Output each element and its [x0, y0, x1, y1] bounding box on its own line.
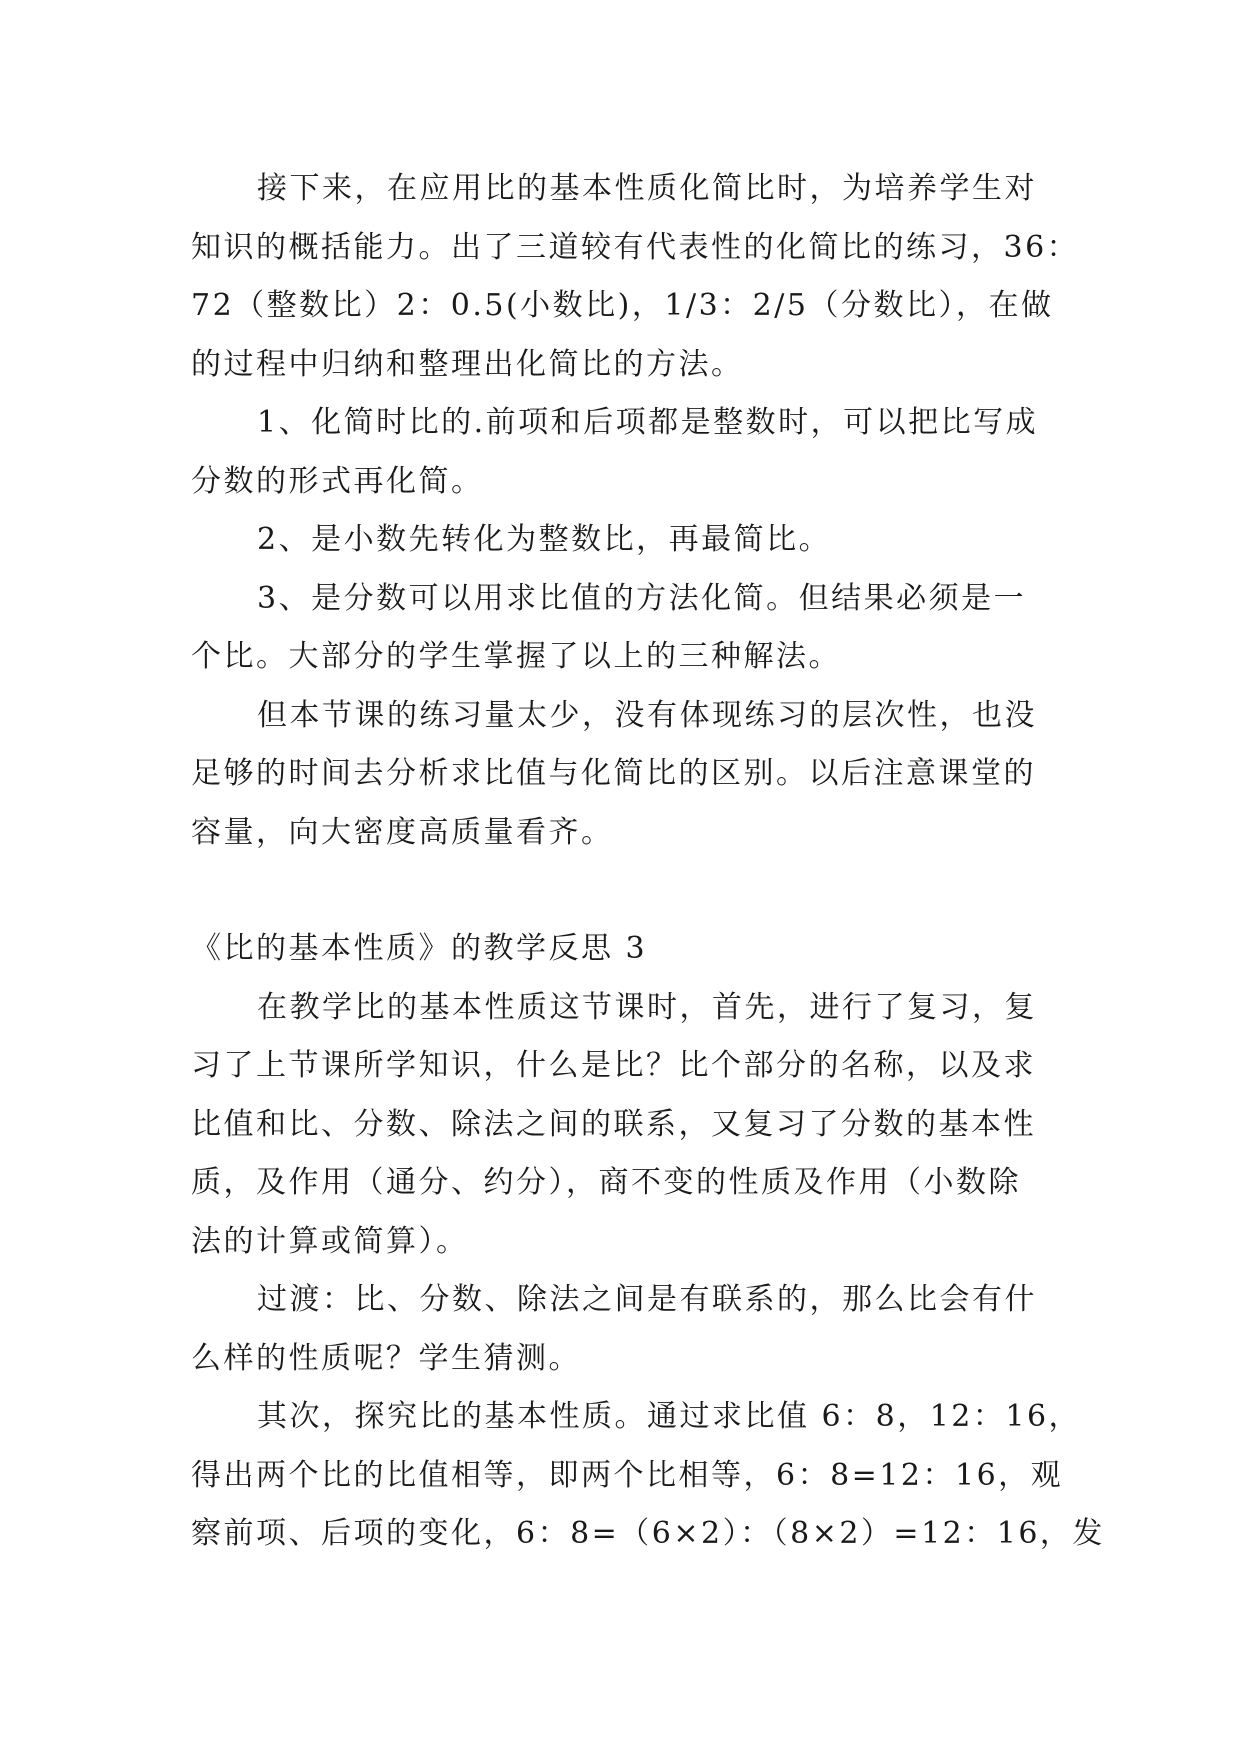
text-line: 么样的性质呢？学生猜测。	[191, 1340, 581, 1376]
paragraph-method-1	[191, 394, 1061, 511]
text-line: 习了上节课所学知识，什么是比？比个部分的名称，以及求	[191, 1048, 1036, 1083]
text-line: 知识的概括能力。出了三道较有代表性的化简比的练习，36：	[191, 229, 1080, 265]
text-line: 察前项、后项的变化，6：8=（6×2）：（8×2）=12：16，发	[191, 1516, 1105, 1551]
text-line: 72（整数比）2：0.5(小数比)，1/3：2/5（分数比），在做	[191, 288, 1054, 323]
text-line: 3、是分数可以用求比值的方法化简。但结果必须是一	[257, 580, 1027, 616]
paragraph-explore-property	[191, 1388, 1105, 1564]
paragraph-method-3	[191, 570, 1061, 687]
text-line: 质，及作用（通分、约分），商不变的性质及作用（小数除	[191, 1165, 1021, 1200]
text-line: 在教学比的基本性质这节课时，首先，进行了复习，复	[257, 989, 1037, 1025]
text-line: 法的计算或简算）。	[191, 1223, 469, 1259]
text-line: 的过程中归纳和整理出化简比的方法。	[191, 346, 744, 382]
text-line: 其次，探究比的基本性质。通过求比值 6：8，12：16，	[257, 1399, 1082, 1434]
document-body	[191, 160, 1105, 1564]
text-line: 分数的形式再化简。	[191, 463, 484, 499]
text-line: 但本节课的练习量太少，没有体现练习的层次性，也没	[257, 697, 1037, 733]
paragraph-reflection-shortcomings	[191, 687, 1061, 863]
text-line: 2、是小数先转化为整数比，再最简比。	[257, 522, 832, 557]
text-line: 个比。大部分的学生掌握了以上的三种解法。	[191, 639, 841, 674]
text-line: 过渡：比、分数、除法之间是有联系的，那么比会有什	[257, 1282, 1037, 1317]
text-line: 接下来，在应用比的基本性质化简比时，为培养学生对	[257, 171, 1037, 206]
text-line: 容量，向大密度高质量看齐。	[191, 814, 614, 850]
paragraph-review	[191, 979, 1061, 1272]
text-line: 得出两个比的比值相等，即两个比相等，6：8=12：16，观	[191, 1457, 1064, 1493]
section-heading: 《比的基本性质》的教学反思 3	[191, 931, 648, 966]
text-line: 比值和比、分数、除法之间的联系，又复习了分数的基本性	[191, 1106, 1036, 1142]
text-line: 足够的时间去分析求比值与化简比的区别。以后注意课堂的	[191, 756, 1036, 791]
paragraph-method-2	[191, 511, 1061, 570]
paragraph-simplify-ratio-intro	[191, 160, 1080, 394]
text-line: 1、化简时比的.前项和后项都是整数时，可以把比写成	[257, 405, 1039, 440]
paragraph-transition	[191, 1271, 1061, 1388]
